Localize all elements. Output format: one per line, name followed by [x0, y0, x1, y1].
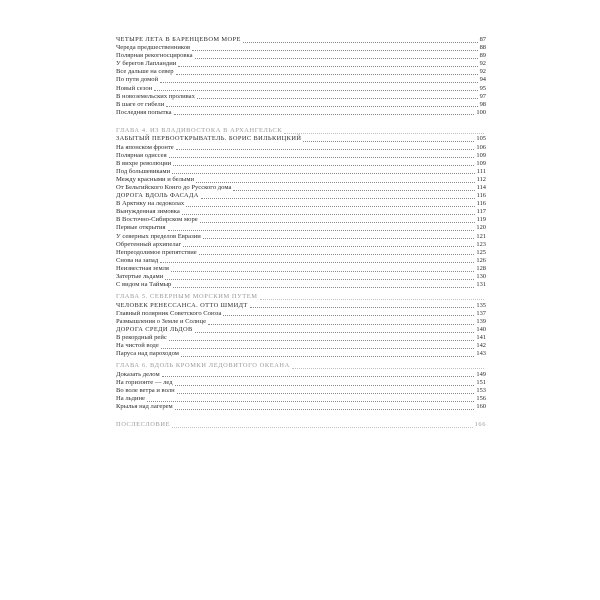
toc-entry: [116, 208, 486, 216]
dot-leader: [165, 279, 474, 280]
dot-leader: [160, 82, 477, 83]
dot-leader: [174, 114, 475, 115]
toc-page-number: 135: [476, 301, 486, 309]
toc-entry: [116, 241, 486, 249]
toc-entry: [116, 350, 486, 358]
toc-entry-title: ЗАБЫТЫЙ ПЕРВООТКРЫВАТЕЛЬ. БОРИС ВИЛЬКИЦКИЙ: [116, 135, 302, 143]
toc-page-number: 128: [476, 264, 486, 272]
toc-entry: [116, 387, 486, 395]
toc-entry: [116, 176, 486, 184]
toc-page-number: 139: [476, 317, 486, 325]
table-of-contents: [116, 36, 486, 430]
dot-leader: [195, 332, 475, 333]
toc-page-number: 100: [476, 108, 486, 116]
toc-entry-title: На горизонте — лед: [116, 378, 173, 386]
dot-leader: [171, 271, 474, 272]
toc-page-number: 119: [476, 216, 486, 224]
toc-entry-title: ДОРОГА СРЕДИ ЛЬДОВ: [116, 326, 193, 333]
toc-entry-title: Первые открытия: [116, 224, 166, 232]
toc-entry-title: От Бельгийского Конго до Русского дома: [116, 184, 232, 191]
toc-entry: [116, 52, 486, 60]
toc-entry-title: ГЛАВА 6. ВДОЛЬ КРОМКИ ЛЕДОВИТОГО ОКЕАНА: [116, 362, 290, 370]
toc-entry: [116, 168, 486, 176]
toc-entry: [116, 371, 486, 379]
dot-leader: [303, 141, 474, 142]
toc-entry-title: По пути домой: [116, 76, 159, 84]
toc-entry-title: Доказать делом: [116, 370, 160, 378]
toc-entry-title: В новоземельских проливах: [116, 92, 195, 100]
dot-leader: [186, 206, 474, 207]
dot-leader: [199, 254, 475, 255]
toc-page-number: 126: [476, 256, 486, 264]
toc-page-number: 97: [479, 92, 486, 100]
toc-entry-title: Крылья над лагерем: [116, 403, 173, 411]
dot-leader: [177, 393, 475, 394]
toc-page-number: 92: [479, 60, 486, 68]
dot-leader: [200, 222, 475, 223]
dot-leader: [197, 98, 478, 99]
toc-page-number: 120: [476, 224, 486, 232]
toc-section-heading: [116, 192, 486, 200]
toc-section-heading: [116, 36, 486, 44]
toc-chapter-heading: [116, 362, 486, 371]
dot-leader: [178, 66, 477, 67]
toc-entry-title: ДОРОГА ВДОЛЬ ФАСАДА: [116, 192, 199, 200]
toc-page-number: 137: [476, 309, 486, 317]
toc-entry: [116, 265, 486, 273]
toc-entry-title: Под большевиками: [116, 167, 171, 175]
toc-entry: [116, 85, 486, 93]
toc-entry: [116, 273, 486, 281]
toc-entry: [116, 249, 486, 257]
toc-page-number: 130: [476, 273, 486, 281]
toc-entry: [116, 342, 486, 350]
toc-entry-title: ГЛАВА 4. ИЗ ВЛАДИВОСТОКА В АРХАНГЕЛЬСК: [116, 126, 283, 134]
toc-entry: [116, 233, 486, 241]
toc-page-number: 116: [476, 200, 486, 208]
toc-entry: [116, 318, 486, 326]
toc-entry-title: Вынужденная зимовка: [116, 208, 180, 216]
toc-entry-title: У северных пределов Евразии: [116, 232, 201, 240]
dot-leader: [181, 356, 474, 357]
toc-page-number: 95: [479, 84, 486, 92]
toc-page-number: 123: [476, 240, 486, 248]
toc-entry-title: Последняя попытка: [116, 108, 172, 116]
dot-leader: [161, 348, 475, 349]
toc-entry: [116, 152, 486, 160]
toc-entry-title: Полярная одиссея: [116, 151, 167, 159]
toc-entry-title: С видом на Таймыр: [116, 281, 172, 289]
toc-spacer: [116, 411, 486, 421]
dot-leader: [260, 299, 484, 300]
toc-page-number: 149: [476, 370, 486, 378]
toc-section-heading: [116, 302, 486, 310]
toc-entry: [116, 144, 486, 152]
dot-leader: [203, 238, 475, 239]
dot-leader: [147, 401, 474, 402]
toc-entry: [116, 200, 486, 208]
toc-page-number: 141: [476, 334, 486, 342]
toc-entry-title: Между красными и белыми: [116, 175, 195, 183]
toc-entry: [116, 160, 486, 168]
toc-page-number: 112: [476, 175, 486, 183]
toc-entry: [116, 403, 486, 411]
toc-page-number: 160: [476, 403, 486, 411]
toc-section-heading: [116, 135, 486, 143]
toc-page-number: 125: [476, 248, 486, 256]
toc-entry-title: ПОСЛЕСЛОВИЕ: [116, 421, 171, 429]
toc-page-number: 131: [476, 281, 486, 289]
toc-page-number: 156: [476, 395, 486, 403]
toc-entry: [116, 68, 486, 76]
dot-leader: [176, 74, 478, 75]
dot-leader: [160, 262, 474, 263]
dot-leader: [175, 385, 475, 386]
dot-leader: [169, 340, 475, 341]
dot-leader: [173, 165, 474, 166]
toc-page-number: 142: [476, 342, 486, 350]
dot-leader: [176, 149, 475, 150]
toc-entry: [116, 257, 486, 265]
toc-entry-title: На чистой воде: [116, 342, 159, 350]
toc-page-number: 109: [476, 159, 486, 167]
toc-page-number: 109: [476, 151, 486, 159]
toc-entry-title: В рекордный рейс: [116, 334, 167, 342]
toc-entry-title: В Арктику на ледоколах: [116, 200, 185, 208]
toc-entry: [116, 109, 486, 117]
dot-leader: [223, 315, 474, 316]
toc-entry: [116, 44, 486, 52]
toc-page-number: 153: [476, 387, 486, 395]
toc-page-number: 106: [476, 143, 486, 151]
dot-leader: [192, 50, 477, 51]
toc-entry-title: Все дальше на север: [116, 68, 174, 76]
toc-entry: [116, 379, 486, 387]
toc-page-number: 111: [476, 167, 486, 175]
toc-entry: [116, 334, 486, 342]
dot-leader: [172, 173, 475, 174]
toc-entry-title: В шаге от гибели: [116, 100, 165, 108]
toc-entry: [116, 395, 486, 403]
toc-entry-title: На льдине: [116, 395, 145, 403]
toc-entry-title: Обретенный архипелаг: [116, 240, 182, 248]
dot-leader: [208, 324, 474, 325]
dot-leader: [243, 42, 478, 43]
dot-leader: [201, 198, 475, 199]
toc-page-number: 92: [479, 68, 486, 76]
toc-spacer: [116, 117, 486, 127]
toc-page-number: 151: [476, 378, 486, 386]
toc-entry-title: Размышления о Земле и Солнце: [116, 317, 207, 325]
toc-entry: [116, 76, 486, 84]
dot-leader: [250, 307, 475, 308]
dot-leader: [196, 182, 475, 183]
toc-entry-title: На японском фронте: [116, 143, 174, 151]
toc-entry: [116, 101, 486, 109]
dot-leader: [292, 368, 484, 369]
dot-leader: [168, 230, 475, 231]
dot-leader: [166, 106, 477, 107]
toc-entry-title: ЧЕЛОВЕК РЕНЕССАНСА. ОТТО ШМИДТ: [116, 301, 248, 309]
dot-leader: [182, 214, 475, 215]
toc-page-number: 117: [476, 208, 486, 216]
toc-entry-title: ГЛАВА 5. СЕВЕРНЫМ МОРСКИМ ПУТЕМ: [116, 293, 258, 301]
toc-entry-title: Во воле ветра и волн: [116, 387, 175, 395]
toc-entry-title: Главный полярник Советского Союза: [116, 309, 222, 317]
toc-page-number: 114: [476, 184, 486, 191]
dot-leader: [195, 58, 478, 59]
toc-entry-title: Непреодолимое препятствие: [116, 248, 197, 256]
dot-leader: [233, 190, 474, 191]
toc-entry-title: Полярная рекогносцировка: [116, 52, 193, 60]
toc-entry-title: Неизвестная земля: [116, 264, 169, 272]
toc-page-number: 105: [476, 135, 486, 143]
toc-entry-title: Череда предшественников: [116, 44, 191, 52]
toc-entry-title: Затертые льдами: [116, 273, 164, 281]
toc-page-number: 121: [476, 232, 486, 240]
toc-entry: [116, 281, 486, 289]
toc-entry: [116, 184, 486, 192]
toc-entry-title: Снова на запад: [116, 256, 159, 264]
toc-page-number: 116: [476, 192, 486, 200]
toc-chapter-heading: [116, 421, 486, 430]
toc-entry-title: ЧЕТЫРЕ ЛЕТА В БАРЕНЦЕВОМ МОРЕ: [116, 36, 241, 43]
dot-leader: [173, 287, 474, 288]
toc-entry: [116, 224, 486, 232]
dot-leader: [183, 246, 474, 247]
dot-leader: [162, 376, 475, 377]
toc-page-number: 94: [479, 76, 486, 84]
toc-page-number: 140: [476, 326, 486, 333]
toc-entry-title: Новый сезон: [116, 84, 153, 92]
toc-entry: [116, 93, 486, 101]
dot-leader: [169, 157, 475, 158]
toc-entry-title: Паруса над пароходом: [116, 350, 179, 358]
toc-page-number: 87: [479, 36, 486, 43]
toc-section-heading: [116, 326, 486, 334]
dot-leader: [172, 427, 473, 428]
toc-page-number: 89: [479, 52, 486, 60]
toc-page-number: 88: [479, 44, 486, 52]
toc-entry-title: В вихре революции: [116, 159, 172, 167]
toc-page-number: 166: [474, 421, 486, 429]
toc-page-number: 98: [479, 100, 486, 108]
toc-entry: [116, 216, 486, 224]
dot-leader: [154, 90, 477, 91]
toc-entry-title: У берегов Лапландии: [116, 60, 177, 68]
toc-chapter-heading: [116, 293, 486, 302]
toc-entry: [116, 60, 486, 68]
toc-entry: [116, 310, 486, 318]
dot-leader: [175, 409, 475, 410]
dot-leader: [284, 133, 484, 134]
toc-entry-title: В Восточно-Сибирском море: [116, 216, 198, 224]
toc-page-number: 143: [476, 350, 486, 358]
